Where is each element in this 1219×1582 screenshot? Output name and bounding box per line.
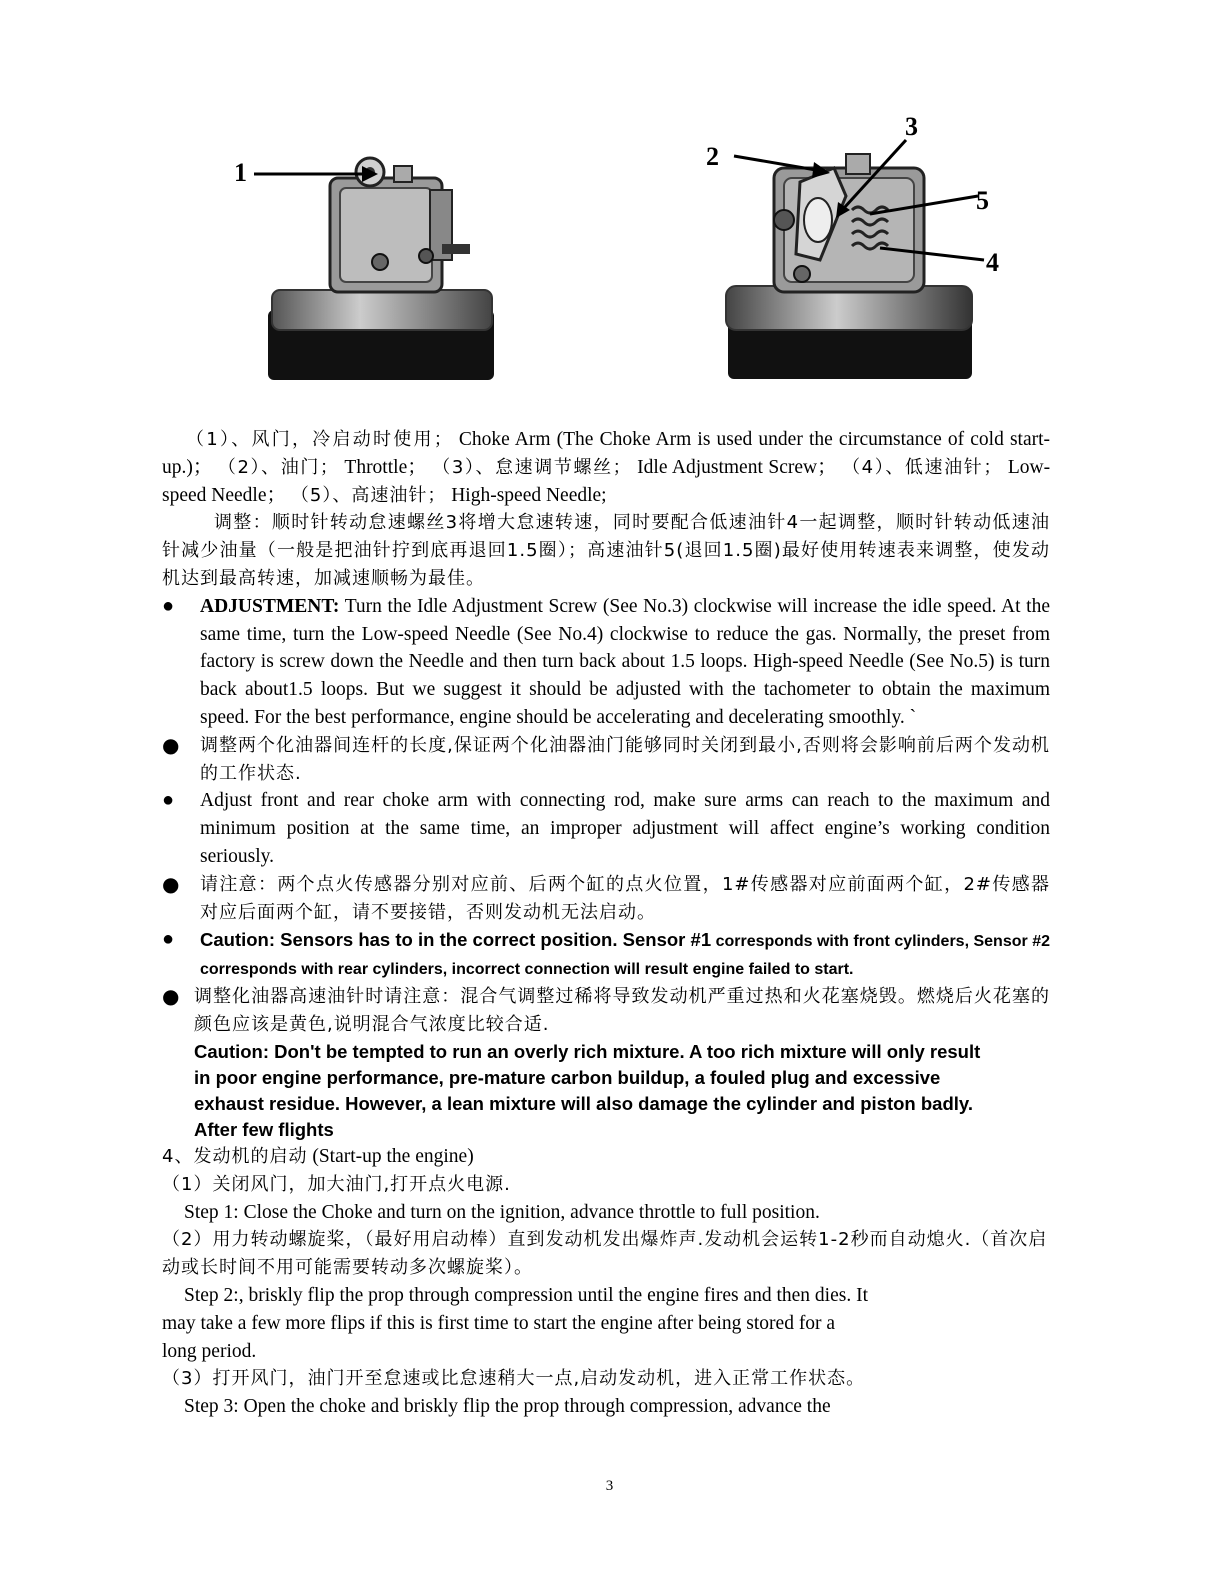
bullet-dot-icon: ● <box>162 789 175 812</box>
bullet-dot-icon: ● <box>162 984 181 1009</box>
linkage-en-text: Adjust front and rear choke arm with connecting rod, make sure arms can reach to the maximum and minimum position at the same time, an improper adjustment will affect engine’s working condition seriously. <box>200 790 1050 867</box>
document-body <box>162 426 1050 1421</box>
figures-area <box>0 0 1219 400</box>
callout-4: 4 <box>986 248 999 277</box>
bullet-sensor-cn <box>162 871 1050 927</box>
startup-heading-cn: 4、发动机的启动 <box>162 1145 308 1167</box>
bullet-linkage-cn <box>162 732 1050 788</box>
bullet-linkage-en <box>162 787 1050 870</box>
sensor-caution-a: Caution: Sensors has to in the correct position. Sensor #1 <box>200 929 712 951</box>
bullet-dot-icon: ● <box>162 732 181 757</box>
linkage-cn-text: 调整两个化油器间连杆的长度,保证两个化油器油门能够同时关闭到最小,否则将会影响前后两个发动机的工作状态. <box>200 734 1050 784</box>
bullet-dot-icon: ● <box>162 871 181 896</box>
step2-en-line1: Step 2:, briskly flip the prop through compression until the engine fires and then dies. It <box>184 1284 869 1306</box>
intro-paragraph <box>162 426 1050 509</box>
step2-cn: （2）用力转动螺旋桨，（最好用启动棒）直到发动机发出爆炸声.发动机会运转1-2秒而自动熄火.（首次启动或长时间不用可能需要转动多次螺旋桨）。 <box>162 1229 1048 1279</box>
mixture-cn-text: 调整化油器高速油针时请注意：混合气调整过稀将导致发动机严重过热和火花塞烧毁。燃烧后火花塞的颜色应该是黄色,说明混合气浓度比较合适. <box>194 986 1050 1036</box>
mixture-caution: Caution: Don't be tempted to run an overly rich mixture. A too rich mixture will only result in poor engine performance, pre-mature carbon buildup, a fouled plug and excessive exhaust residue. However, a lean mixture will also damage the cylinder and piston badly. After few flights <box>194 1040 981 1140</box>
callout-1: 1 <box>234 158 247 187</box>
bullet-sensor-en <box>162 926 1050 983</box>
adjust-cn-paragraph: 调整：顺时针转动怠速螺丝3将增大怠速转速，同时要配合低速油针4一起调整，顺时针转动低速油针减少油量（一般是把油针拧到底再退回1.5圈）；高速油针5(退回1.5圈)最好使用转速表来调整，使发动机达到最高转速，加减速顺畅为最佳。 <box>162 512 1050 589</box>
bullet-mixture-cn <box>162 983 1050 1039</box>
step3-cn: （3）打开风门，油门开至怠速或比怠速稍大一点,启动发动机，进入正常工作状态。 <box>162 1368 866 1390</box>
callout-5: 5 <box>976 186 989 215</box>
intro-choke-en: Choke Arm (The Choke Arm is used under the circumstance of cold start-up.)； <box>162 429 1051 478</box>
page-number: 3 <box>605 1478 614 1494</box>
adjustment-text: Turn the Idle Adjustment Screw (See No.3) clockwise will increase the idle speed. At the same time, turn the Low-speed Needle (See No.4) clockwise to reduce the gas. Normally, the preset from factory is screw down the Needle and then turn back about 1.5 loops. High-speed Needle (See No.5) is turn back about1.5 loops. But we suggest it should be adjusted with the tachometer to obtain the maximum speed. For the best performance, engine should be accelerating and decelerating smoothly. ` <box>200 595 1050 728</box>
bullet-adjustment <box>162 593 1050 732</box>
intro-lowspeed-cn: （4）、低速油针； <box>842 456 1003 478</box>
sensor-cn-text: 请注意：两个点火传感器分别对应前、后两个缸的点火位置，1#传感器对应前面两个缸，2#传感器对应后面两个缸，请不要接错，否则发动机无法启动。 <box>200 873 1050 923</box>
intro-highspeed-cn: （5）、高速油针； <box>290 484 447 506</box>
step1-en: Step 1: Close the Choke and turn on the ignition, advance throttle to full position. <box>184 1201 820 1223</box>
intro-highspeed-en: High-speed Needle; <box>451 484 607 506</box>
adjustment-label: ADJUSTMENT: <box>200 595 340 617</box>
intro-choke-cn: （1）、风门，冷启动时使用； <box>186 429 453 450</box>
intro-lowspeed-en: Low-speed Needle； <box>162 456 1051 506</box>
step2-en-line3: long period. <box>162 1340 257 1362</box>
bullet-dot-icon: ● <box>162 928 175 951</box>
callout-2: 2 <box>706 142 719 171</box>
intro-throttle-en: Throttle； <box>344 456 427 478</box>
step3-en: Step 3: Open the choke and briskly flip the prop through compression, advance the <box>184 1396 831 1418</box>
callout-3: 3 <box>905 112 918 141</box>
arrow-1-icon <box>250 162 380 186</box>
bullet-dot-icon: ● <box>162 594 175 617</box>
step2-en-line2: may take a few more flips if this is first time to start the engine after being stored for a <box>162 1312 836 1334</box>
intro-idle-cn: （3）、怠速调节螺丝； <box>432 456 632 478</box>
startup-heading-en: (Start-up the engine) <box>307 1145 474 1167</box>
step1-cn: （1）关闭风门，加大油门,打开点火电源. <box>162 1173 511 1195</box>
intro-throttle-cn: （2）、油门； <box>217 456 339 478</box>
sensor-caution-b: corresponds with front cylinders, Sensor #2 corresponds with rear cylinders, incorrect connection will result engine failed to start. <box>200 933 1050 979</box>
intro-idle-en: Idle Adjustment Screw； <box>637 456 837 478</box>
startup-heading <box>162 1143 1050 1171</box>
